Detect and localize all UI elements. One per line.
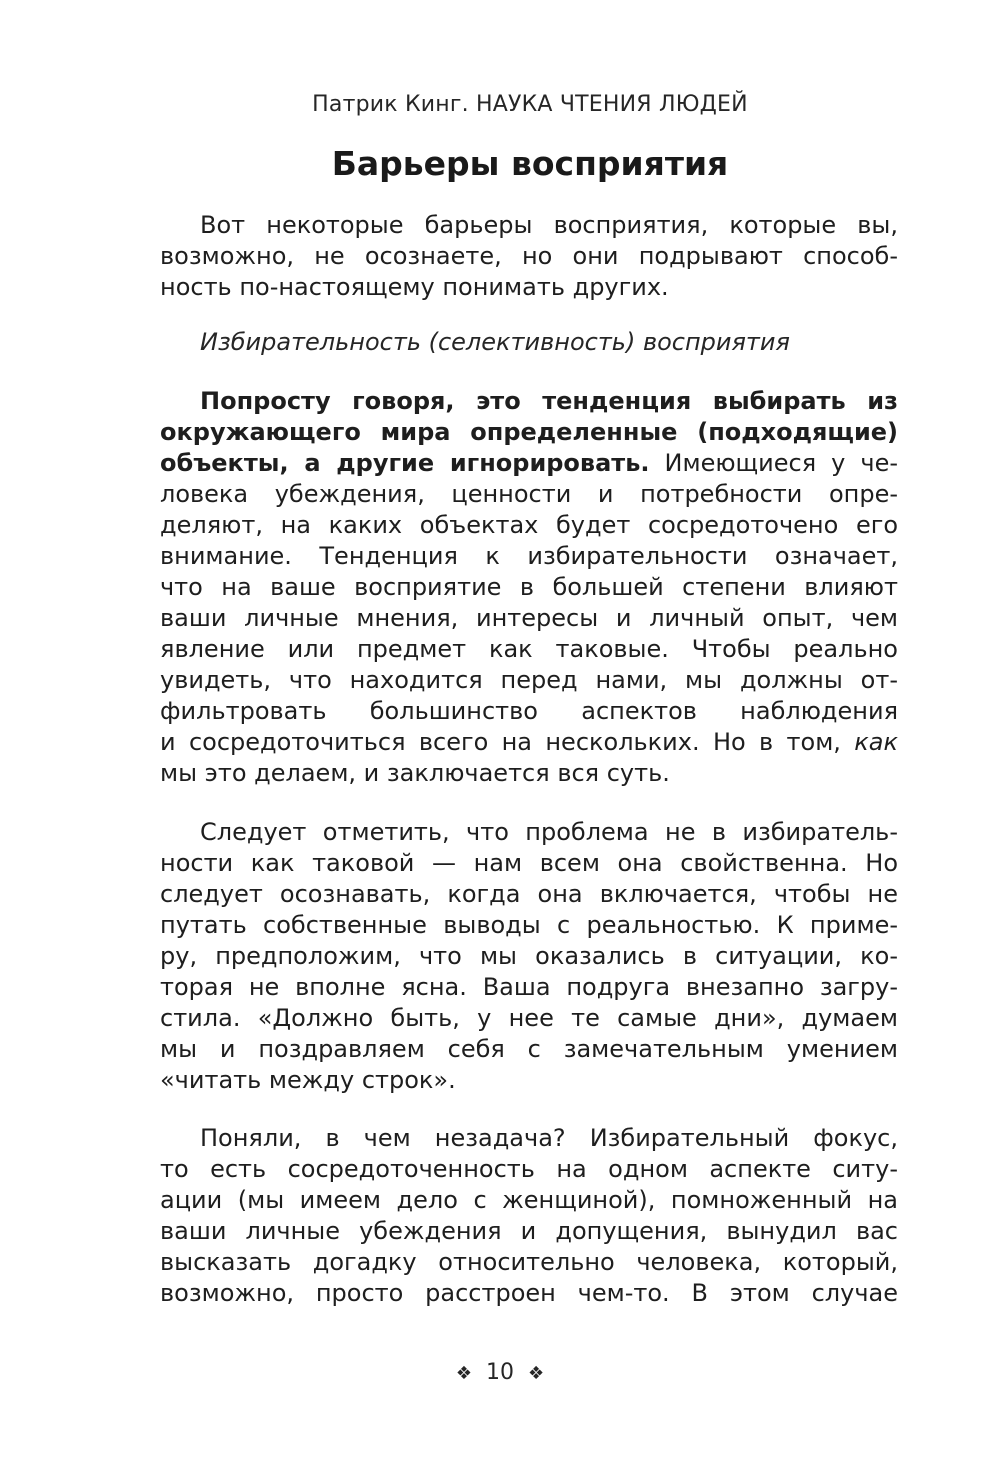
running-head: Патрик Кинг. НАУКА ЧТЕНИЯ ЛЮДЕЙ xyxy=(312,92,748,117)
paragraph-selectivity xyxy=(160,386,898,789)
text-line: фильтровать большинство аспектов наблюдения xyxy=(160,697,898,725)
text-line: следует осознавать, когда она включается, чтобы не xyxy=(160,880,898,908)
text-line: путать собственные выводы с реальностью. К приме- xyxy=(160,911,898,939)
text-line: Поняли, в чем незадача? Избирательный фокус, xyxy=(200,1124,898,1152)
text-line: возможно, просто расстроен чем-то. В этом случае xyxy=(160,1279,898,1307)
bold-phrase: объекты, а другие игнорировать. xyxy=(160,449,650,477)
paragraph-intro xyxy=(160,210,898,303)
text-line: ность по-настоящему понимать других. xyxy=(160,273,669,301)
text-line: высказать догадку относительно человека, который, xyxy=(160,1248,898,1276)
paragraph-problem xyxy=(160,1123,898,1309)
text-line: Следует отметить, что проблема не в избиратель- xyxy=(200,818,898,846)
text-line: мы это делаем, и заключается вся суть. xyxy=(160,759,670,787)
text-line: «читать между строк». xyxy=(160,1066,456,1094)
page-footer xyxy=(0,1358,1000,1389)
text-line: мы и поздравляем себя с замечательным умением xyxy=(160,1035,898,1063)
text-line: окружающего мира определенные (подходящие) xyxy=(160,418,898,446)
text-line: Попросту говоря, это тенденция выбирать из xyxy=(200,387,898,415)
text-line: увидеть, что находится перед нами, мы должны от- xyxy=(160,666,898,694)
text-line xyxy=(160,448,898,479)
text-line: ру, предположим, что мы оказались в ситуации, ко- xyxy=(160,942,898,970)
text-line: деляют, на каких объектах будет сосредоточено его xyxy=(160,511,898,539)
subheading: Избирательность (селективность) восприятия xyxy=(200,328,790,356)
text-line: ловека убеждения, ценности и потребности опре- xyxy=(160,480,898,508)
text-line xyxy=(160,727,898,758)
paragraph-example xyxy=(160,817,898,1096)
text-line: то есть сосредоточенность на одном аспекте ситу- xyxy=(160,1155,898,1183)
italic-word: как xyxy=(854,728,898,756)
text-line: явление или предмет как таковые. Чтобы реально xyxy=(160,635,898,663)
text-line: ваши личные мнения, интересы и личный опыт, чем xyxy=(160,604,898,632)
text-line: возможно, не осознаете, но они подрывают способ- xyxy=(160,242,898,270)
text-line: внимание. Тенденция к избирательности означает, xyxy=(160,542,898,570)
ornament-left-icon: ❖ xyxy=(455,1363,472,1384)
text-line: стила. «Должно быть, у нее те самые дни», думаем xyxy=(160,1004,898,1032)
text-line: ности как таковой — нам всем она свойственна. Но xyxy=(160,849,898,877)
text-line: торая не вполне ясна. Ваша подруга внезапно загру- xyxy=(160,973,898,1001)
text-run: Имеющиеся у че- xyxy=(649,449,898,477)
text-line: Вот некоторые барьеры восприятия, которые вы, xyxy=(200,211,898,239)
text-line: ваши личные убеждения и допущения, вынудил вас xyxy=(160,1217,898,1245)
page-number: 10 xyxy=(486,1360,514,1385)
text-line: ации (мы имеем дело с женщиной), помноженный на xyxy=(160,1186,898,1214)
section-title: Барьеры восприятия xyxy=(331,144,729,183)
text-line: что на ваше восприятие в большей степени влияют xyxy=(160,573,898,601)
ornament-right-icon: ❖ xyxy=(528,1363,545,1384)
text-run: и сосредоточиться всего на нескольких. Но в том, xyxy=(160,728,855,756)
